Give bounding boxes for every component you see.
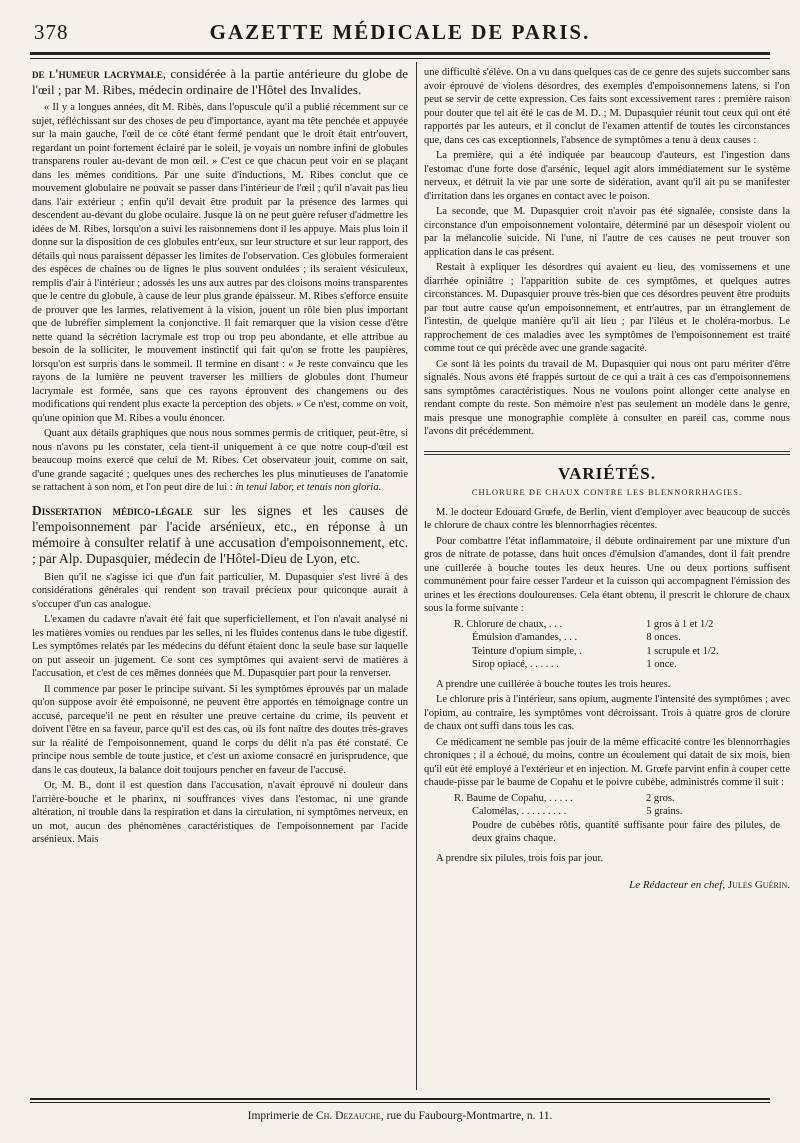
paragraph: Pour combattre l'état inflammatoire, il débute ordinairement par une mixture d'un gros de nitrate de potasse, dans huit onces d'émulsion d'amandes, dont il fait prendre une cuillerée à bouche toutes les deux heures. Une ou deux portions suffisent communément pour faire cesser l'ardeur et la cuisson qui accompagnent l'émission des urines et les érections douloureuses. Cela étant obtenu, il prescrit le chlorure de chaux sous la forme suivante :	[424, 535, 790, 614]
paragraph-text: Quant aux détails graphiques que nous nous sommes permis de critiquer, peut-être, si nous n'avons pu les constater, cela tient-il uniquement à ce que notre coup-d'œil est beaucoup moins exercé que celui de M. Ribes. Cet observateur jouit, comme on sait, d'une grande sagacité ; quelques unes des recherches les plus minutieuses de l'anatomie se rattachent à son nom, et l'on peut dire de lui :	[32, 428, 408, 493]
quantity: 1 once.	[646, 659, 677, 670]
prescription-row	[454, 805, 790, 819]
section-subtitle: CHLORURE DE CHAUX CONTRE LES BLENNORRHAGIES.	[471, 487, 743, 497]
paragraph: La seconde, que M. Dupasquier croit n'avoir pas été signalée, consiste dans la circonstance d'un empoisonnement volontaire, déterminé par un désespoir violent ou par la mélancolie suicide. Ni l'une, ni l'autre de ces causes ne peut trouver son application dans le cas présent.	[424, 206, 790, 258]
paragraph: Or, M. B., dont il est question dans l'accusation, n'avait éprouvé ni douleur dans l'arrière-bouche et le pharinx, ni souffrances vives dans l'estomac, ni une grande altération, ni trouble dans la respiration et dans la circulation, ni symptômes nerveux, en un mot, aucun des phénomènes caractéristiques de l'empoisonnement par l'acide arsénieux. Mais	[32, 780, 408, 845]
page-number: 378	[34, 20, 69, 44]
paragraph: une difficulté s'élève. On a vu dans quelques cas de ce genre des sujets succomber sans avoir éprouvé de violens désordres, des exemples d'empoisonnemens latens, si l'on peut se servir de cette expression. Ces faits sont excessivement rares : première raison pour douter que tel ait été le cas de M. D. ; M. Dupasquier réunit tout ceux qui ont été rapportés par les auteurs, et il conclut de l'examen attentif de toutes les circonstances que, dans ces cas exceptionnels, l'absence de symptômes a tenu à deux causes :	[424, 67, 790, 146]
prescription-row	[454, 631, 790, 645]
paragraph: Restait à expliquer les désordres qui avaient eu lieu, des vomissemens et une diarrhée opiniâtre ; l'apparition subite de ces symptômes, et quelques autres circonstances. M. Dupasquier prouve très-bien que ces désordres peuvent être produits par tout autre cause qu'un empoisonnement, et entr'autres, par un étranglement de l'intestin, de quelque manière qu'il ait lieu ; par l'iléus et le choléra-morbus. Le rapprochement de ces maladies avec les symptômes de l'empoisonnement est traité comme tout ce qui précède avec une grande sagacité.	[424, 262, 790, 354]
prescription-1	[454, 618, 790, 672]
paragraph: La première, qui a été indiquée par beaucoup d'auteurs, est l'ingestion dans l'estomac d'une forte dose d'arsénic, lequel agit alors immédiatement sur le système nerveux, et détruit la vie par une sorte de sidération, avant qu'il ait pu se manifester d'irritation dans les organes en contact avec le poison.	[424, 150, 790, 202]
article-title-ribes	[32, 66, 408, 98]
quantity: 5 grains.	[646, 806, 683, 817]
paragraph: M. le docteur Edouard Grœfe, de Berlin, vient d'employer avec beaucoup de succès le chlorure de chaux contre les blennorrhagies récentes.	[424, 506, 790, 531]
prescription-row	[454, 645, 790, 659]
footer-rule-thin	[30, 1102, 770, 1103]
ingredient: Calomélas, . . . . . . . . .	[472, 806, 567, 817]
paragraph: Ce médicament ne semble pas jouir de la même efficacité contre les blennorrhagies chroniques ; il a échoué, du moins, contre un écoulement qui datait de six mois, bien qu'il eût été employé à l'extérieur et en injection. M. Grœfe parvint enfin à couper cette chaude-pisse par le baume de Copahu et le poivre cubèbe, administrés comme il suit :	[424, 736, 790, 788]
prescription-2	[454, 792, 790, 846]
article-title-rest: sur les signes et les causes de l'empoisonnement par l'acide arsénieux, etc., en réponse à un mémoire à consulter relatif à une accusation d'empoisonnement, etc. ; par Alp. Dupasquier, médecin de l'Hôtel-Dieu de Lyon, etc.	[32, 502, 409, 566]
left-column	[32, 66, 408, 849]
editor-signature	[424, 879, 790, 893]
article-title-lead: de l'humeur lacrymale	[32, 66, 163, 81]
paragraph: Le chlorure pris à l'intérieur, sans opium, augmente l'intensité des symptômes ; avec l'opium, au contraire, les symptômes vont décroissant. Trois à quatre gros de clorure de chaux ont suffi dans tous les cas.	[424, 694, 790, 732]
latin-quote: in tenui labor, et tenuis non gloria.	[235, 482, 382, 493]
section-separator	[424, 451, 790, 455]
right-column	[424, 66, 790, 893]
column-divider	[416, 62, 417, 1090]
paragraph: Il commence par poser le principe suivant. Si les symptômes éprouvés par un malade qu'on suppose avoir été empoisonné, ne peuvent être apportés en témoignage contre un accusé, parceque'il ne peut en résulter une preuve certaine du crime, ils peuvent et doivent l'être en sa faveur, parce qu'il est des cas, où ils font naître des doutes très-graves sur la réalité de l'empoisonnement, quand le corps du délit n'a pas été constaté. Ce principe nous semble de toute justice, et c'est un axiome consacré en jurisprudence, que dans le cas douteux, la balance doit toujours pencher en faveur de l'accusé.	[32, 683, 408, 776]
signature-prefix: Le Rédacteur en chef,	[629, 879, 726, 891]
article-title-rest: , considérée à la partie antérieure du globe de l'œil ; par M. Ribes, médecin ordinaire de l'Hôtel des Invalides.	[32, 66, 408, 97]
article-title-dupasquier	[32, 503, 408, 567]
ingredient: R. Chlorure de chaux, . . .	[454, 618, 563, 630]
ingredient: Sirop opiacé, . . . . . .	[472, 659, 559, 670]
prescription-row	[454, 618, 790, 632]
header-rule-thin	[30, 58, 770, 59]
paragraph: Ce sont là les points du travail de M. Dupasquier qui nous ont paru mériter d'être signalés. Nous avons été frappés surtout de ce qui a trait à ces cas d'empoisonnemens sans symptômes caractéristiques. Nous ne voulons point allonger cette analyse en rendant compte du reste. Son mémoire n'est pas seulement un modèle dans le genre, mais presque une monographie complète à consulter en pareil cas, comme nous l'avons dit précédemment.	[424, 358, 790, 437]
prescription-row	[454, 792, 790, 806]
paragraph: « Il y a longues années, dit M. Ribès, dans l'opuscule qu'il a publié récemment sur ce sujet, réfléchissant sur des choses de peu d'importance, ayant ma tête penchée et appuyée sur la main gauche, l'œil de ce côté étant fermé pendant que le droit était entr'ouvert, regardant un point fortement éclairé par le soleil, je voyais un nombre infini de globules transparens rouler au-devant de mon œil. » C'est ce que chacun peut voir en se plaçant dans les mêmes conditions. Par une suite d'inductions, M. Ribes conclut que ce mouvement globulaire ne pouvait se passer dans l'intérieur de l'œil ; qu'il n'avait pas lieu dans l'air extérieur ; enfin qu'il devait être produit par la présence des larmes qui descendent au-devant du globe oculaire. Jusque là on ne peut guère refuser d'admettre les idées de M. Ribes, lorsqu'on a suivi les raisonnemens dont il les appuye. Mais plus loin il donne sur la disposition de ces globules entr'eux, sur leur structure et sur leur rapport, des détails qui nous paraissent dépasser les limites de l'observation. Ces globules formeraient des espèces de chaînes ou de lignes le plus souvent ondulées ; ils seraient vésiculeux, remplis d'air à l'intérieur ; adossés les uns aux autres par des cloisons moins transparentes que le centre du globule, à cause de leur plus grande épaisseur. M. Ribes s'efforce ensuite de prouver que les larmes, relativement à la vision, jouent un rôle bien plus important que de lubréfier simplement la conjonctive. Il fait remarquer que la vision cesse d'être nette quand la sécrétion lacrymale est trop ou trop peu abondante, et elle attribue au besoin de la solliciter, le mouvement instinctif qui fait qu'on se frotte les paupières, lorsqu'on est surpris dans le sommeil. Il termine en disant : « Je reste convaincu que les rayons de la lumière ne peuvent traverser les milliers de globules dont l'humeur lacrymale est formée, sans que ces rayons éprouvent des changemens ou des modifications qui rendent plus exacte la perception des objets. » Ce n'est, comme on voit, qu'une opinion que M. Ribes a voulu énoncer.	[32, 102, 409, 424]
header-rule-thick	[30, 52, 770, 55]
paragraph: A prendre une cuillérée à bouche toutes les trois heures.	[436, 678, 671, 690]
section-title-varietes: VARIÉTÉS.	[558, 463, 656, 483]
ingredient: Teinture d'opium simple, .	[472, 645, 582, 657]
footer-rule-thick	[30, 1098, 770, 1100]
article-title-lead: Dissertation médico-légale	[32, 502, 193, 518]
paragraph: Bien qu'il ne s'agisse ici que d'un fait particulier, M. Dupasquier s'est livré à des considérations générales qui rendent son travail précieux pour quiconque aurait à s'occuper d'un cas analogue.	[32, 571, 408, 610]
paragraph: L'examen du cadavre n'avait été fait que superficiellement, et l'on n'avait analysé ni les matières vomies ou rendues par les selles, ni les fluides contenus dans le tube digestif. Les symptômes relatés par les médecins du défunt étaient donc la seule base sur laquelle on put asseoir un jugement. Ce sont ces symptômes qui avaient servi de matières à l'accusation, et c'est de ces mêmes données que M. Dupasquier part pour la renverser.	[32, 614, 408, 679]
quantity: 1 scrupule et 1/2.	[646, 645, 719, 657]
ingredient: R. Baume de Copahu, . . . . .	[454, 792, 573, 804]
editor-name: Jules Guérin.	[727, 879, 790, 891]
prescription-row	[454, 658, 790, 672]
quantity: 1 gros à 1 et 1/2	[646, 618, 714, 630]
quantity: 2 gros.	[646, 792, 675, 804]
publication-title: GAZETTE MÉDICALE DE PARIS.	[209, 20, 591, 44]
paragraph	[32, 427, 408, 495]
page-header	[26, 18, 774, 48]
printer-name: Ch. Dezauche	[315, 1110, 381, 1122]
printer-address: , rue du Faubourg-Montmartre, n. 11.	[380, 1110, 553, 1122]
ingredient: Émulsion d'amandes, . . .	[472, 632, 578, 643]
prescription-row: Poudre de cubèbes rôtis, quantité suffisante pour faire des pilules, de deux grains chaque.	[472, 819, 780, 844]
paragraph: A prendre six pilules, trois fois par jour.	[436, 852, 604, 864]
printer-prefix: Imprimerie de	[247, 1110, 314, 1122]
printer-imprint	[0, 1110, 800, 1122]
quantity: 8 onces.	[646, 632, 681, 643]
